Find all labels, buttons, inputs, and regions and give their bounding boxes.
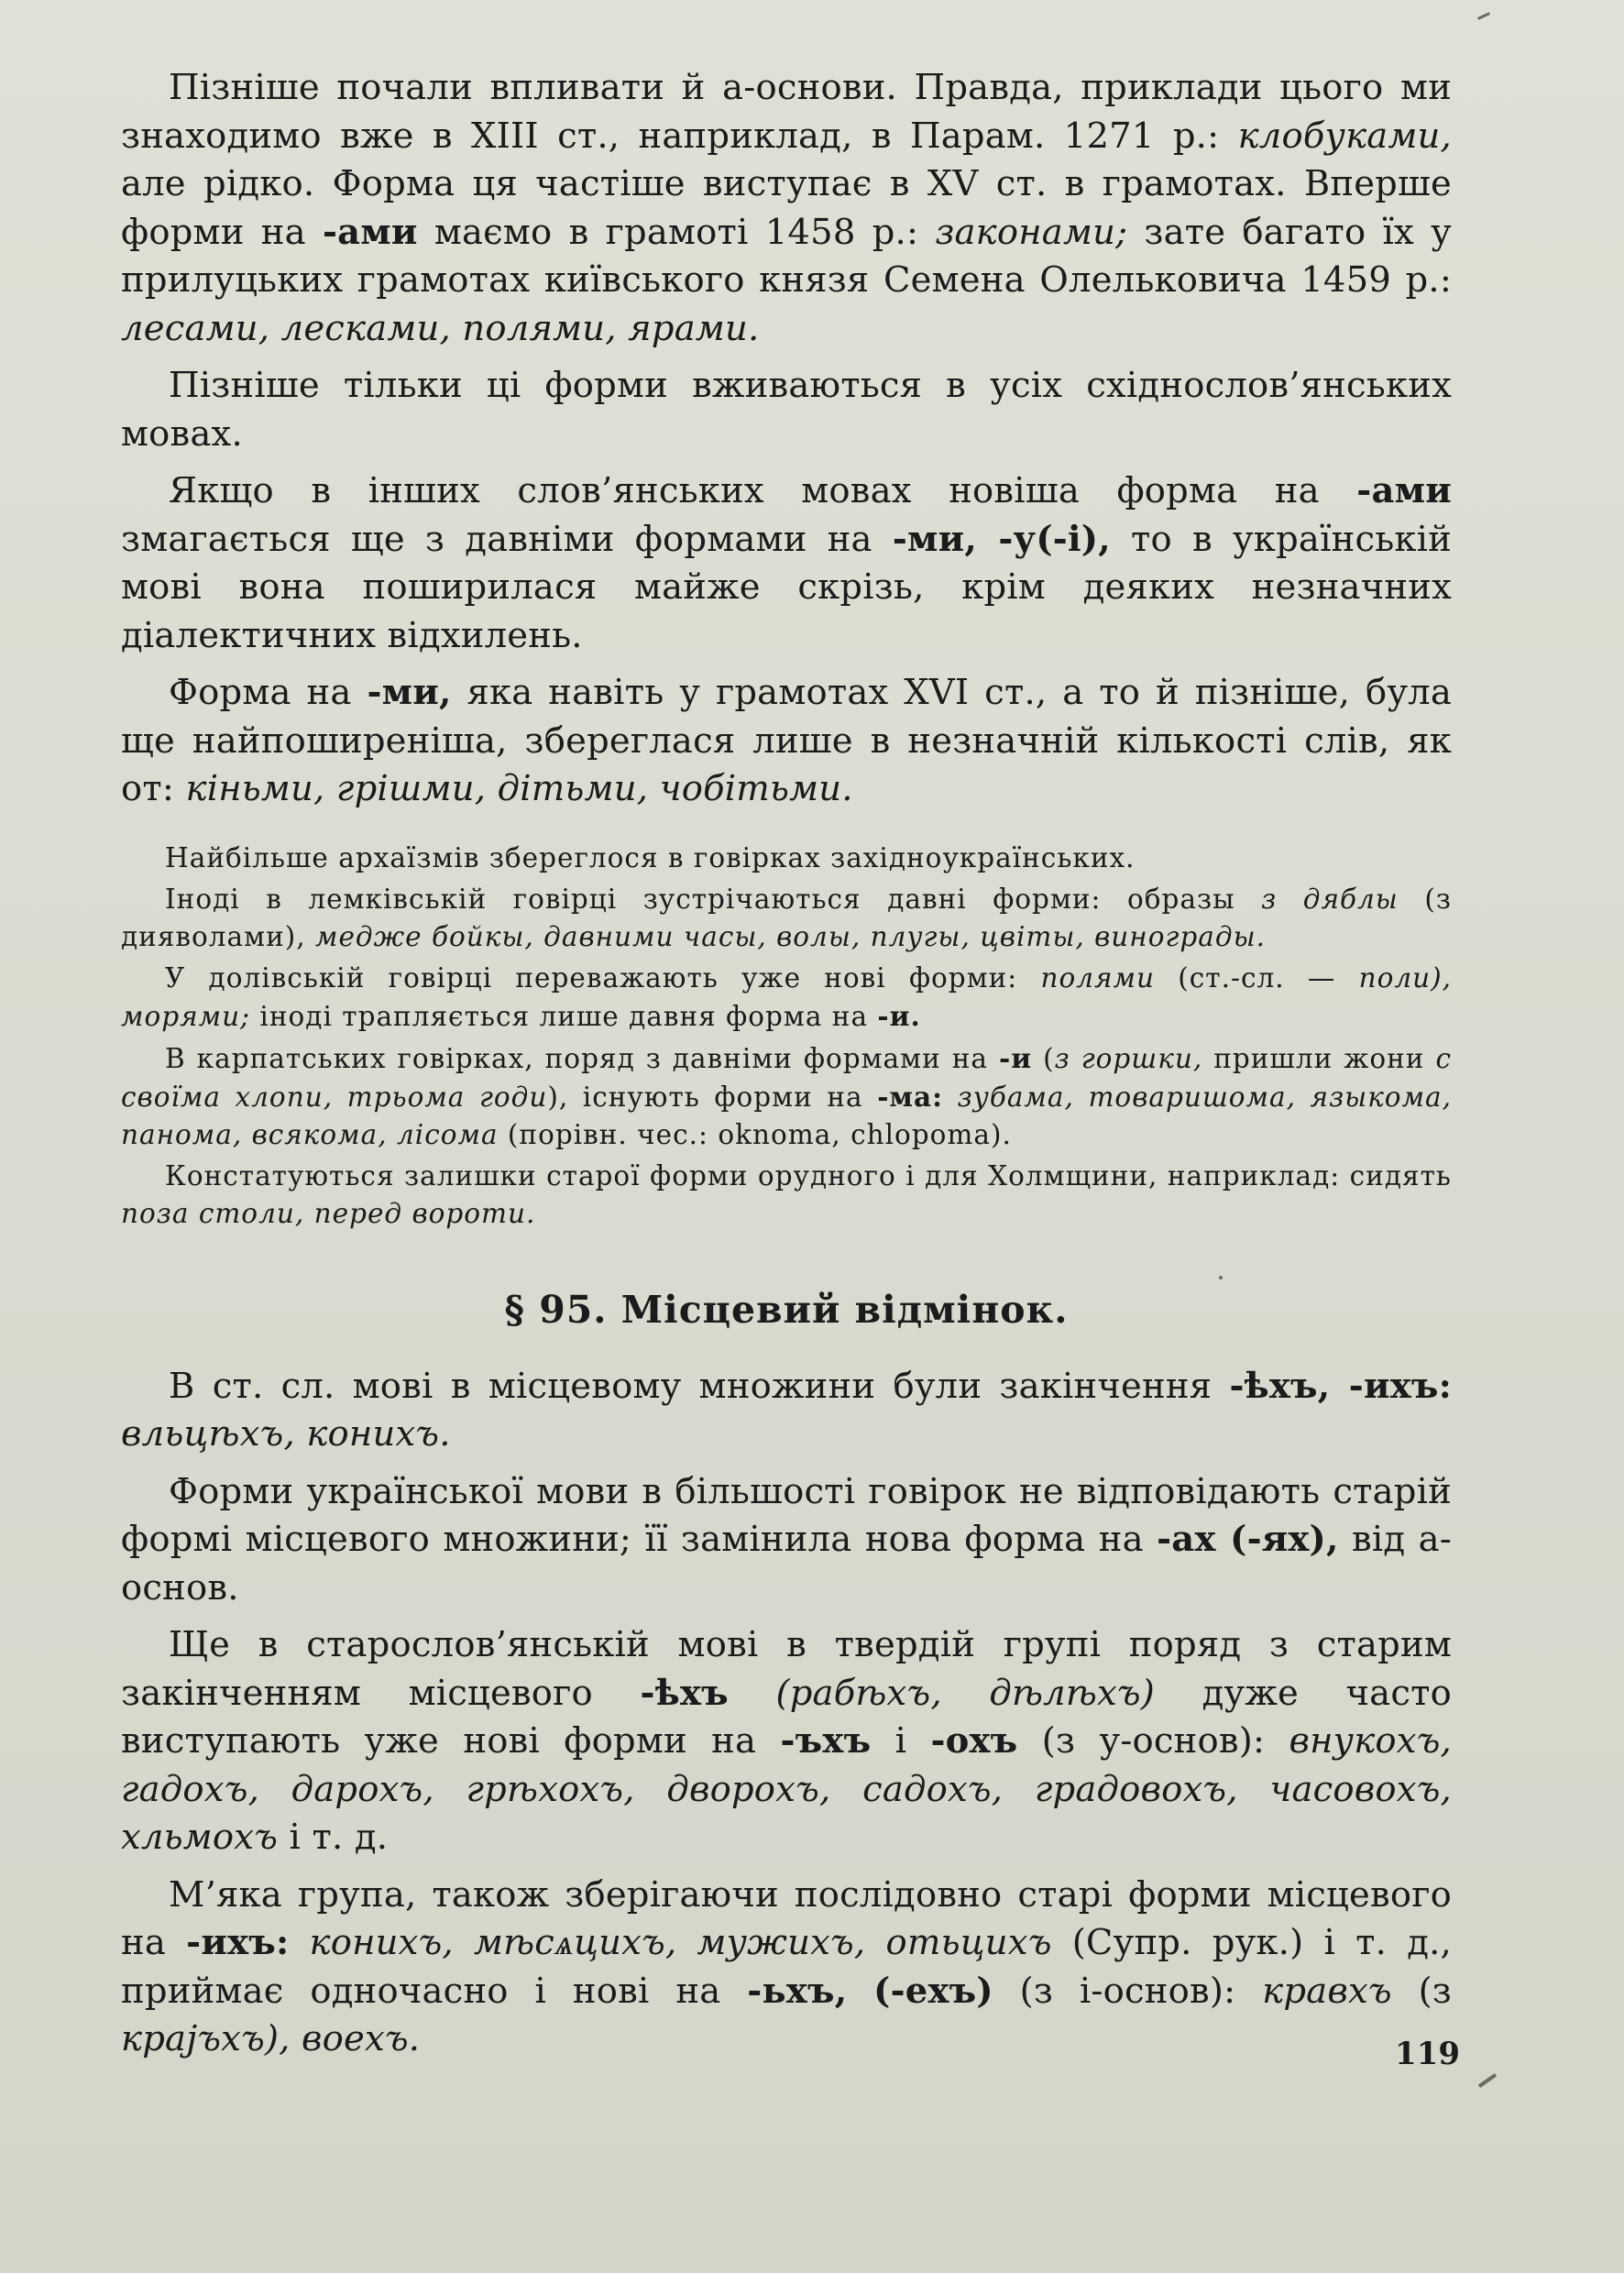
text-run: Іноді в лемківській говірці зустрічаються давні форми: образы xyxy=(165,883,1262,915)
italic-example-words: кравхъ xyxy=(1262,1970,1392,2012)
italic-example-words: лесами, лесками, полями, ярами. xyxy=(121,307,760,349)
text-run xyxy=(847,1971,873,2012)
bold-ending: -ъхъ xyxy=(780,1720,872,1762)
small_paragraphs-paragraph xyxy=(121,960,1452,1036)
text-run: то в українській мові вона поширилася майже скрізь, крім деяких незначних діалектичних відхилень. xyxy=(121,518,1453,656)
small_paragraphs-paragraph xyxy=(121,881,1452,956)
bold-ending: -ѣхъ xyxy=(640,1672,729,1714)
bold-ending: -ами xyxy=(1356,470,1452,511)
text-run: Пізніше почали впливати й а-основи. Правда, приклади цього ми знаходимо вже в XIII ст., наприклад, в Парам. 1271 р.: xyxy=(121,67,1452,157)
italic-example-words: з дяблы xyxy=(1261,883,1399,915)
text-run: (Супр. рук.) і т. д., приймає одночасно і нові на xyxy=(121,1922,1452,2012)
bold-ending: -и xyxy=(999,1041,1033,1074)
text-run: від а-основ. xyxy=(121,1519,1452,1609)
text-run: ( xyxy=(1032,1042,1055,1074)
paragraphs_bottom-paragraph xyxy=(121,1468,1452,1613)
text-run: М’яка група, також зберігаючи послідовно старі форми місцевого на xyxy=(121,1873,1452,1963)
text-run xyxy=(943,1082,958,1113)
text-run: (з xyxy=(1391,1970,1452,2012)
text-run: (з дияволами), xyxy=(121,883,1452,952)
text-run: пришли жони xyxy=(1202,1042,1436,1074)
paragraphs_top-paragraph xyxy=(121,362,1452,458)
text-run: (з і-основ): xyxy=(993,1970,1263,2012)
italic-example-words: зубама, товаришома, языкома, панома, всякома, лісома xyxy=(121,1081,1452,1150)
bold-ending: -ми, -у(-і), xyxy=(892,518,1111,560)
paragraphs_bottom-paragraph xyxy=(121,1621,1452,1862)
text-run: Констатуються залишки старої форми орудного і для Холмщини, наприклад: сидять xyxy=(165,1159,1452,1191)
text-run: (ст.-сл. — xyxy=(1155,961,1359,994)
paragraphs_top-paragraph xyxy=(121,467,1452,660)
bold-ending: -ьхъ, xyxy=(747,1970,848,2012)
bold-ending: -ма: xyxy=(877,1080,944,1113)
text-run: але рідко. Форма ця частіше виступає в XV ст. в грамотах. Вперше форми на xyxy=(121,163,1452,253)
italic-example-words: кіньми, грішми, дітьми, чобітьми. xyxy=(185,768,853,809)
italic-example-words: вльцѣхъ, конихъ. xyxy=(121,1413,451,1455)
text-run: (порівн. чес.: oknoma, chloрoma). xyxy=(498,1118,1012,1150)
small_paragraphs-paragraph xyxy=(121,840,1452,877)
bold-ending: -и. xyxy=(877,999,921,1032)
paragraphs_top-paragraph xyxy=(121,64,1452,353)
text-run: маємо в грамоті 1458 р.: xyxy=(417,211,936,253)
text-run: і xyxy=(871,1720,931,1762)
bold-ending: -охъ xyxy=(930,1720,1018,1762)
text-run: яка навіть у грамотах XVI ст., а то й пізніше, була ще найпоширеніша, збереглася лише в незначній кількості слів, як от: xyxy=(121,672,1452,809)
page-number: 119 xyxy=(1395,2036,1460,2072)
italic-example-words: полями xyxy=(1040,961,1156,994)
italic-example-words: (рабѣхъ, дѣлѣхъ) xyxy=(775,1672,1155,1714)
text-run: і т. д. xyxy=(278,1817,389,1858)
bottom-paragraphs xyxy=(121,1363,1452,2064)
scan-speck xyxy=(1478,2073,1497,2088)
scan-speck xyxy=(1219,1276,1223,1279)
text-run: Форма на xyxy=(169,672,368,713)
scan-speck xyxy=(1477,12,1490,20)
text-run xyxy=(729,1673,776,1714)
bold-ending: -ми, xyxy=(367,672,452,713)
text-run: іноді трапляється лише давня форма на xyxy=(250,1000,878,1032)
dialect-notes xyxy=(121,840,1452,1233)
text-column xyxy=(121,64,1452,2064)
italic-example-words: законами; xyxy=(935,211,1128,253)
text-run: ), існують форми на xyxy=(547,1081,878,1113)
paragraphs_bottom-paragraph xyxy=(121,1363,1452,1459)
italic-example-words: поли), морями; xyxy=(121,961,1453,1032)
italic-example-words: поза столи, перед вороти. xyxy=(121,1197,536,1229)
text-run: дуже часто виступають уже нові форми на xyxy=(121,1672,1452,1762)
italic-example-words: внукохъ, гадохъ, дарохъ, грѣхохъ, дворохъ, садохъ, градовохъ, часовохъ, хльмохъ xyxy=(121,1720,1452,1858)
bold-ending: -ихъ: xyxy=(186,1922,290,1963)
italic-example-words: з горшки, xyxy=(1054,1042,1203,1074)
small_paragraphs-paragraph xyxy=(121,1158,1452,1233)
italic-example-words: медже бойкы, давними часы, волы, плугы, цвіты, винограды. xyxy=(315,920,1266,952)
italic-example-words: клобуками, xyxy=(1237,115,1452,157)
text-run: Пізніше тільки ці форми вживаються в усіх східнослов’янських мовах. xyxy=(121,365,1452,455)
paragraphs_bottom-paragraph xyxy=(121,1872,1452,2064)
text-run: зате багато їх у прилуцьких грамотах київського князя Семена Олельковича 1459 р.: xyxy=(121,211,1452,301)
italic-example-words: с своїма хлопи, трьома годи xyxy=(121,1042,1452,1113)
bold-ending: -ѣхъ, -ихъ: xyxy=(1229,1365,1452,1407)
bold-ending: (-ехъ) xyxy=(873,1970,993,2012)
text-run: Форми української мови в більшості говірок не відповідають старій формі місцевого множини; її замінила нова форма на xyxy=(121,1470,1452,1560)
text-run: (з у-основ): xyxy=(1017,1720,1289,1762)
text-run: В ст. сл. мові в місцевому множини були закінчення xyxy=(169,1365,1230,1407)
text-run: Найбільше архаїзмів збереглося в говірках західноукраїнських. xyxy=(165,841,1136,873)
top-paragraphs xyxy=(121,64,1452,814)
text-run: змагається ще з давніми формами на xyxy=(121,518,893,560)
text-run: У долівській говірці переважають уже нові форми: xyxy=(165,961,1041,994)
italic-example-words: крајъхъ), воехъ. xyxy=(121,2018,421,2059)
section-heading: § 95. Місцевий відмінок. xyxy=(504,1287,1069,1332)
text-run: В карпатських говірках, поряд з давніми формами на xyxy=(165,1042,999,1074)
text-run xyxy=(289,1922,309,1963)
text-run: Якщо в інших слов’янських мовах новіша форма на xyxy=(169,470,1357,511)
italic-example-words: конихъ, мѣсѧцихъ, мужихъ, отьцихъ xyxy=(309,1922,1052,1963)
bold-ending: -ами xyxy=(322,211,418,253)
text-run: Ще в старослов’янській мові в твердій групі поряд з старим закінченням місцевого xyxy=(121,1624,1452,1714)
bold-ending: -ах (-ях), xyxy=(1157,1519,1339,1560)
paragraphs_top-paragraph xyxy=(121,669,1452,814)
small_paragraphs-paragraph xyxy=(121,1039,1452,1154)
